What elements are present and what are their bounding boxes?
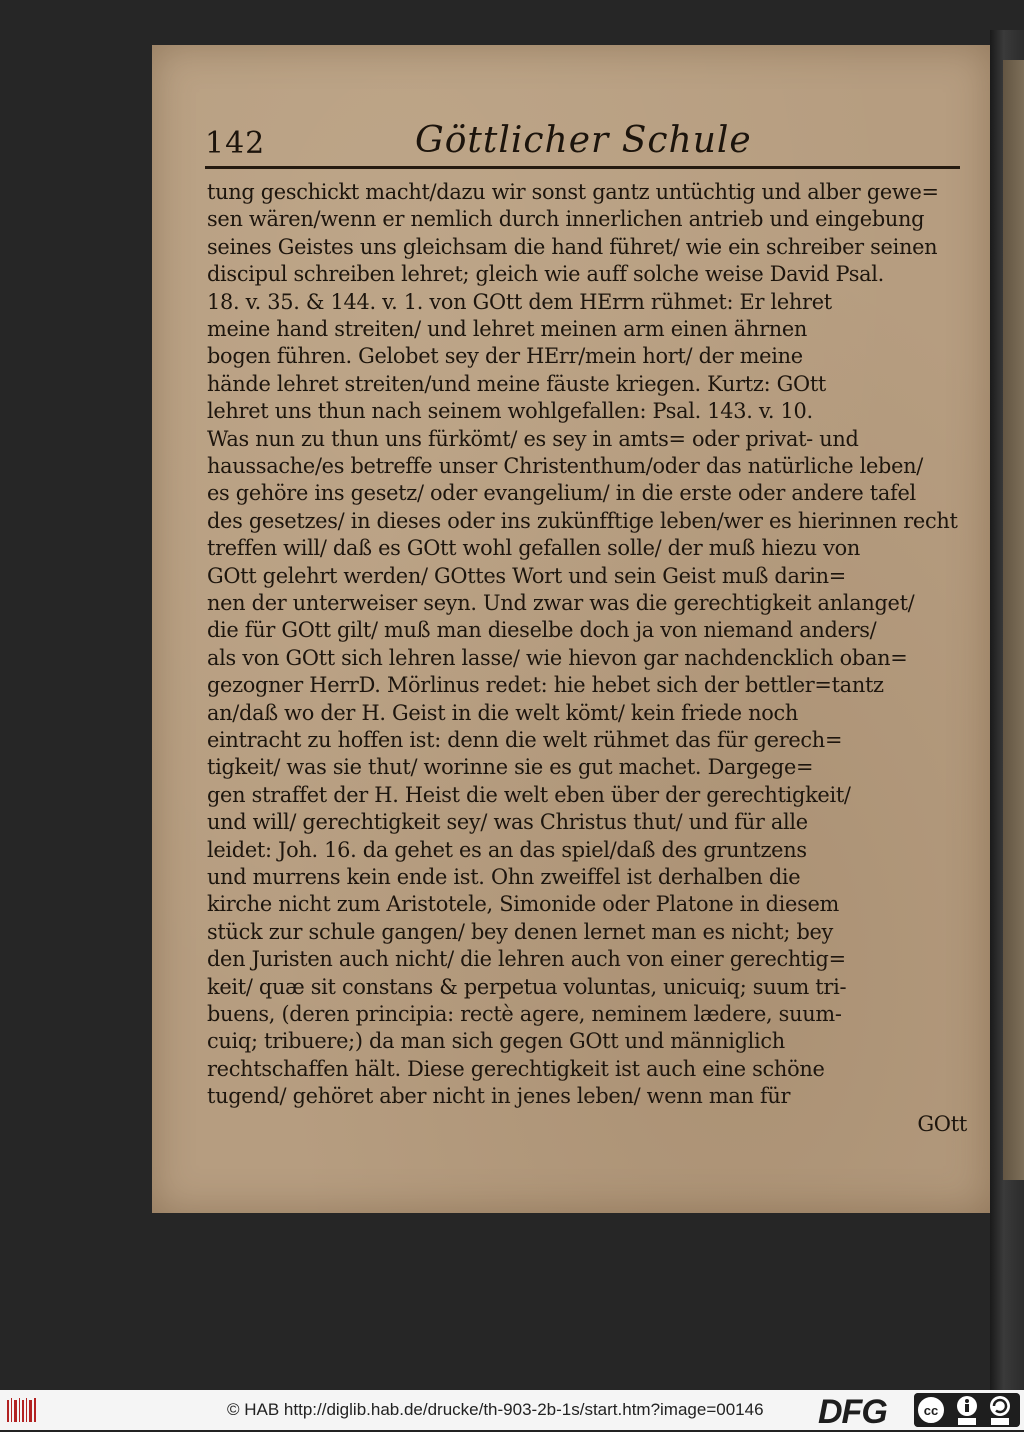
running-title: Göttlicher Schule <box>415 120 752 161</box>
text-line: und murrens kein ende ist. Ohn zweiffel ist derhalben die <box>207 865 801 889</box>
text-line: cuiq; tribuere;) da man sich gegen GOtt und männiglich <box>207 1029 785 1054</box>
barcode-icon <box>6 1396 38 1424</box>
svg-text:cc: cc <box>923 1403 939 1418</box>
text-line: haussache/es betreffe unser Christenthum/oder das natürliche leben/ <box>207 454 923 478</box>
page-number: 142 <box>205 126 266 161</box>
text-line: hände lehret streiten/und meine fäuste kriegen. Kurtz: GOtt <box>207 371 826 396</box>
text-line: tugend/ gehöret aber nicht in jenes leben/ wenn man für <box>207 1084 791 1109</box>
text-line: kirche nicht zum Aristotele, Simonide oder Platone in diesem <box>207 892 840 917</box>
text-line: den Juristen auch nicht/ die lehren auch von einer gerechtig= <box>207 947 846 972</box>
text-line: an/daß wo der H. Geist in die welt kömt/ kein friede noch <box>207 700 799 725</box>
text-line: GOtt gelehrt werden/ GOttes Wort und sein Geist muß darin= <box>207 563 846 588</box>
dfg-logo: DFG <box>818 1393 887 1431</box>
text-line: stück zur schule gangen/ bey denen lernet man es nicht; bey <box>207 919 834 944</box>
text-line: bogen führen. Gelobet sey der HErr/mein hort/ der meine <box>207 344 803 369</box>
text-line: als von GOtt sich lehren lasse/ wie hievon gar nachdencklich oban= <box>207 645 908 670</box>
text-line: meine hand streiten/ und lehret meinen arm einen ährnen <box>207 317 808 341</box>
text-line: sen wären/wenn er nemlich durch innerlichen antrieb und eingebung <box>207 207 925 232</box>
footer-bar <box>0 1390 1024 1430</box>
text-line: nen der unterweiser seyn. Und zwar was die gerechtigkeit anlanget/ <box>207 591 915 615</box>
text-line: die für GOtt gilt/ muß man dieselbe doch ja von niemand anders/ <box>207 618 877 643</box>
text-line: des gesetzes/ in dieses oder ins zukünfftige leben/wer es hierinnen recht <box>207 508 958 533</box>
cc-by-sa-icon[interactable] <box>914 1393 1020 1427</box>
copyright-link[interactable]: © HAB http://diglib.hab.de/drucke/th-903-2b-1s/start.htm?image=00146 <box>227 1400 764 1419</box>
facing-page-strip <box>1003 60 1024 1180</box>
text-line: es gehöre ins gesetz/ oder evangelium/ in die erste oder andere tafel <box>207 481 916 506</box>
text-line: gezogner HerrD. Mörlinus redet: hie hebet sich der bettler=tantz <box>207 673 884 698</box>
text-line: 18. v. 35. & 144. v. 1. von GOtt dem HErrn rühmet: Er lehret <box>207 289 832 314</box>
text-line: buens, (deren principia: rectè agere, neminem lædere, suum- <box>207 1002 842 1026</box>
text-line: Was nun zu thun uns fürkömt/ es sey in amts= oder privat- und <box>207 426 859 451</box>
running-head <box>205 118 965 174</box>
text-line: tung geschickt macht/dazu wir sonst gantz untüchtig und alber gewe= <box>207 180 939 204</box>
text-line: lehret uns thun nach seinem wohlgefallen: Psal. 143. v. 10. <box>207 399 813 424</box>
text-line: GOtt <box>917 1111 967 1136</box>
header-rule <box>205 166 960 169</box>
text-line: treffen will/ daß es GOtt wohl gefallen solle/ der muß hiezu von <box>207 536 861 561</box>
text-line: gen straffet der H. Heist die welt eben über der gerechtigkeit/ <box>207 782 851 807</box>
text-line: seines Geistes uns gleichsam die hand führet/ wie ein schreiber seinen <box>207 234 938 259</box>
text-line: tigkeit/ was sie thut/ worinne sie es gut machet. Dargege= <box>207 755 814 780</box>
text-line: rechtschaffen hält. Diese gerechtigkeit ist auch eine schöne <box>207 1056 825 1081</box>
text-line: discipul schreiben lehret; gleich wie auff solche weise David Psal. <box>207 262 885 287</box>
text-line: leidet: Joh. 16. da gehet es an das spiel/daß des gruntzens <box>207 837 807 862</box>
text-line: eintracht zu hoffen ist: denn die welt rühmet das für gerech= <box>207 728 843 752</box>
text-line: keit/ quæ sit constans & perpetua voluntas, unicuiq; suum tri- <box>207 974 847 999</box>
text-line: und will/ gerechtigkeit sey/ was Christus thut/ und für alle <box>207 810 808 835</box>
